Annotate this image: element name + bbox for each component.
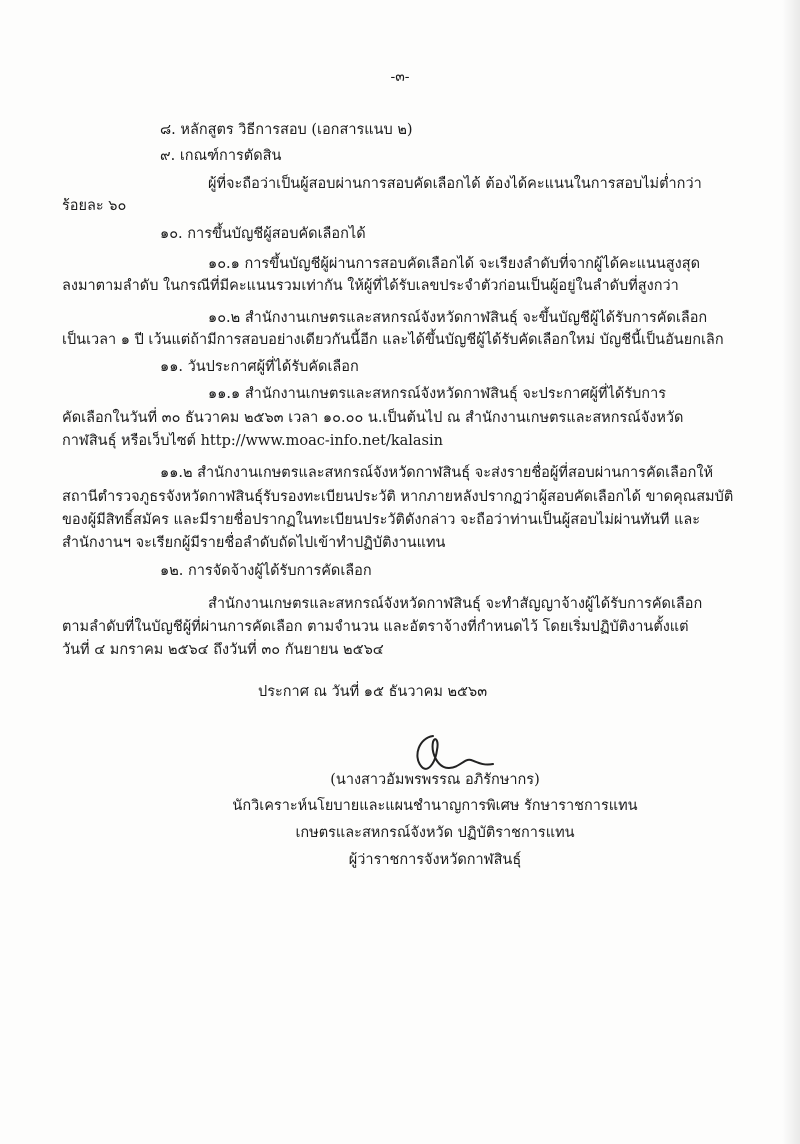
section-12-line1: สำนักงานเกษตรและสหกรณ์จังหวัดกาฬสินธุ์ จะทำสัญญาจ้างผู้ได้รับการคัดเลือก: [208, 596, 703, 612]
page-number: -๓-: [390, 69, 410, 85]
section-11-1-line1: ๑๑.๑ สำนักงานเกษตรและสหกรณ์จังหวัดกาฬสินธุ์ จะประกาศผู้ที่ได้รับการ: [208, 386, 666, 402]
section-11-2-line1: ๑๑.๒ สำนักงานเกษตรและสหกรณ์จังหวัดกาฬสินธุ์ จะส่งรายชื่อผู้ที่สอบผ่านการคัดเลือกให้: [160, 465, 714, 481]
section-11-1-line3: กาฬสินธุ์ หรือเว็บไซต์ http://www.moac-info.net/kalasin: [62, 433, 443, 449]
page-edge-shadow: [782, 0, 800, 1144]
section-12-heading: ๑๒. การจัดจ้างผู้ได้รับการคัดเลือก: [160, 563, 372, 579]
announcement-date: ประกาศ ณ วันที่ ๑๕ ธันวาคม ๒๕๖๓: [258, 684, 488, 700]
section-10-heading: ๑๐. การขึ้นบัญชีผู้สอบคัดเลือกได้: [160, 226, 366, 242]
signer-position-1: นักวิเคราะห์นโยบายและแผนชำนาญการพิเศษ รักษาราชการแทน: [232, 798, 638, 814]
signer-position-3: ผู้ว่าราชการจังหวัดกาฬสินธุ์: [348, 852, 522, 868]
section-11-2-line3: ของผู้มีสิทธิ์สมัคร และมีรายชื่อปรากฏในทะเบียนประวัติดังกล่าว จะถือว่าท่านเป็นผู้สอบไม่ผ่านทันที และ: [62, 512, 701, 528]
signer-position-2: เกษตรและสหกรณ์จังหวัด ปฏิบัติราชการแทน: [295, 825, 575, 841]
section-10-2-line1: ๑๐.๒ สำนักงานเกษตรและสหกรณ์จังหวัดกาฬสินธุ์ จะขึ้นบัญชีผู้ได้รับการคัดเลือก: [208, 310, 708, 326]
section-12-line3: วันที่ ๔ มกราคม ๒๕๖๔ ถึงวันที่ ๓๐ กันยายน ๒๕๖๔: [62, 642, 384, 658]
section-8-heading: ๘. หลักสูตร วิธีการสอบ (เอกสารแนบ ๒): [160, 122, 413, 138]
signer-name: (นางสาวอัมพรพรรณ อภิรักษากร): [330, 772, 540, 788]
section-11-1-line2: คัดเลือกในวันที่ ๓๐ ธันวาคม ๒๕๖๓ เวลา ๑๐.๐๐ น.เป็นต้นไป ณ สำนักงานเกษตรและสหกรณ์จังหวัด: [62, 410, 684, 426]
section-11-2-line4: สำนักงานฯ จะเรียกผู้มีรายชื่อลำดับถัดไปเข้าทำปฏิบัติงานแทน: [62, 535, 446, 551]
section-11-2-line2: สถานีตำรวจภูธรจังหวัดกาฬสินธุ์รับรองทะเบียนประวัติ หากภายหลังปรากฏว่าผู้สอบคัดเลือกได้ ขาดคุณสมบัติ: [62, 489, 734, 505]
section-10-1-line2: ลงมาตามลำดับ ในกรณีที่มีคะแนนรวมเท่ากัน ให้ผู้ที่ได้รับเลขประจำตัวก่อนเป็นผู้อยู่ในลำดับที่สูงกว่า: [62, 278, 679, 294]
section-12-line2: ตามลำดับที่ในบัญชีผู้ที่ผ่านการคัดเลือก ตามจำนวน และอัตราจ้างที่กำหนดไว้ โดยเริ่มปฏิบัติงานตั้งแต่: [62, 619, 689, 635]
section-9-heading: ๙. เกณฑ์การตัดสิน: [160, 148, 282, 164]
section-9-text-line2: ร้อยละ ๖๐: [62, 198, 127, 214]
section-10-1-line1: ๑๐.๑ การขึ้นบัญชีผู้ผ่านการสอบคัดเลือกได้ จะเรียงลำดับที่จากผู้ได้คะแนนสูงสุด: [208, 256, 700, 272]
section-10-2-line2: เป็นเวลา ๑ ปี เว้นแต่ถ้ามีการสอบอย่างเดียวกันนี้อีก และได้ขึ้นบัญชีผู้ได้รับคัดเลือกใหม่ บัญชีนี้เป็นอันยกเลิก: [62, 332, 724, 348]
section-11-heading: ๑๑. วันประกาศผู้ที่ได้รับคัดเลือก: [160, 359, 359, 375]
section-9-text-line1: ผู้ที่จะถือว่าเป็นผู้สอบผ่านการสอบคัดเลือกได้ ต้องได้คะแนนในการสอบไม่ต่ำกว่า: [208, 176, 702, 192]
